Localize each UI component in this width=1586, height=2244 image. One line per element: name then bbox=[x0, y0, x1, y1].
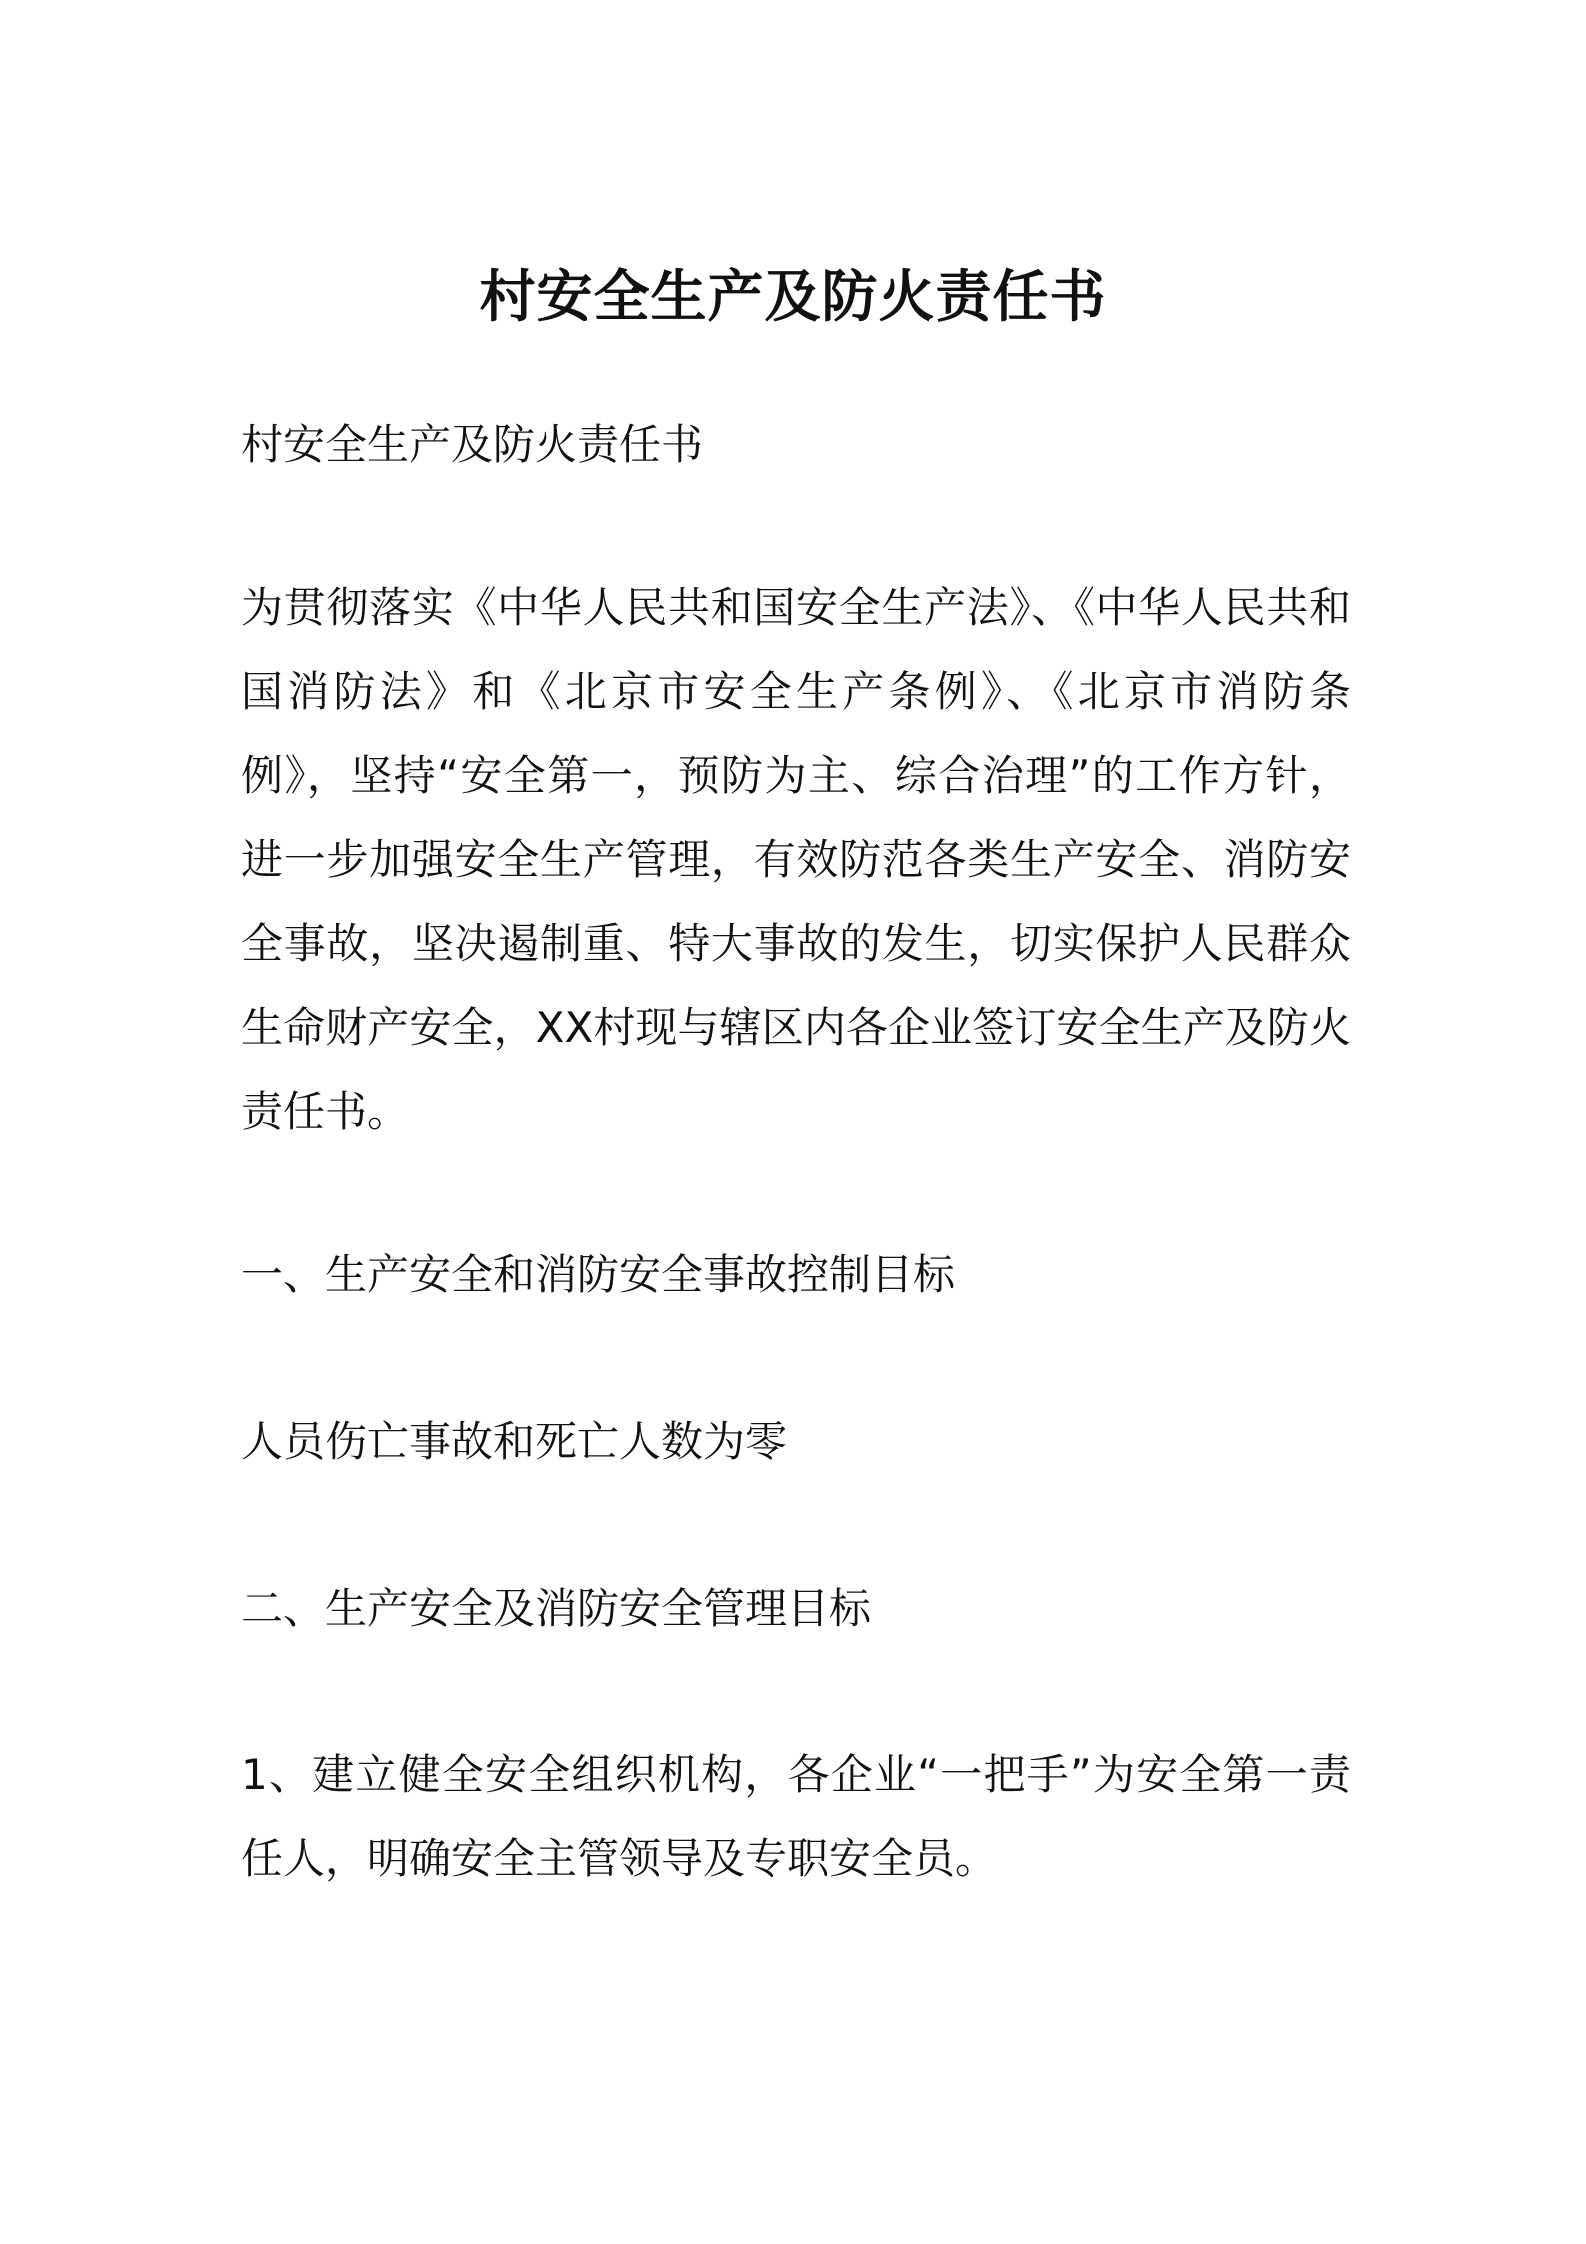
section-1-text: 人员伤亡事故和死亡人数为零 bbox=[241, 1417, 788, 1466]
document-title: 村安全生产及防火责任书 bbox=[479, 265, 1107, 330]
intro-paragraph: 为贯彻落实《中华人民共和国安全生产法》、《中华人民共和国消防法》和《北京市安全生产条例》、《北京市消防条例》，坚持“安全第一，预防为主、综合治理”的工作方针，进一步加强安全生产管理，有效防范各类生产安全、消防安全事故，坚决遏制重、特大事故的发生，切实保护人民群众生命财产安全，XX村现与辖区内各企业签订安全生产及防火责任书。 bbox=[241, 583, 1351, 1136]
section-heading-1: 一、生产安全和消防安全事故控制目标 bbox=[241, 1250, 956, 1299]
section-2-item-1: 1、建立健全安全组织机构，各企业“一把手”为安全第一责任人，明确安全主管领导及专职安全员。 bbox=[241, 1750, 1351, 1883]
document-subtitle: 村安全生产及防火责任书 bbox=[241, 420, 704, 469]
section-heading-2: 二、生产安全及消防安全管理目标 bbox=[241, 1584, 872, 1633]
